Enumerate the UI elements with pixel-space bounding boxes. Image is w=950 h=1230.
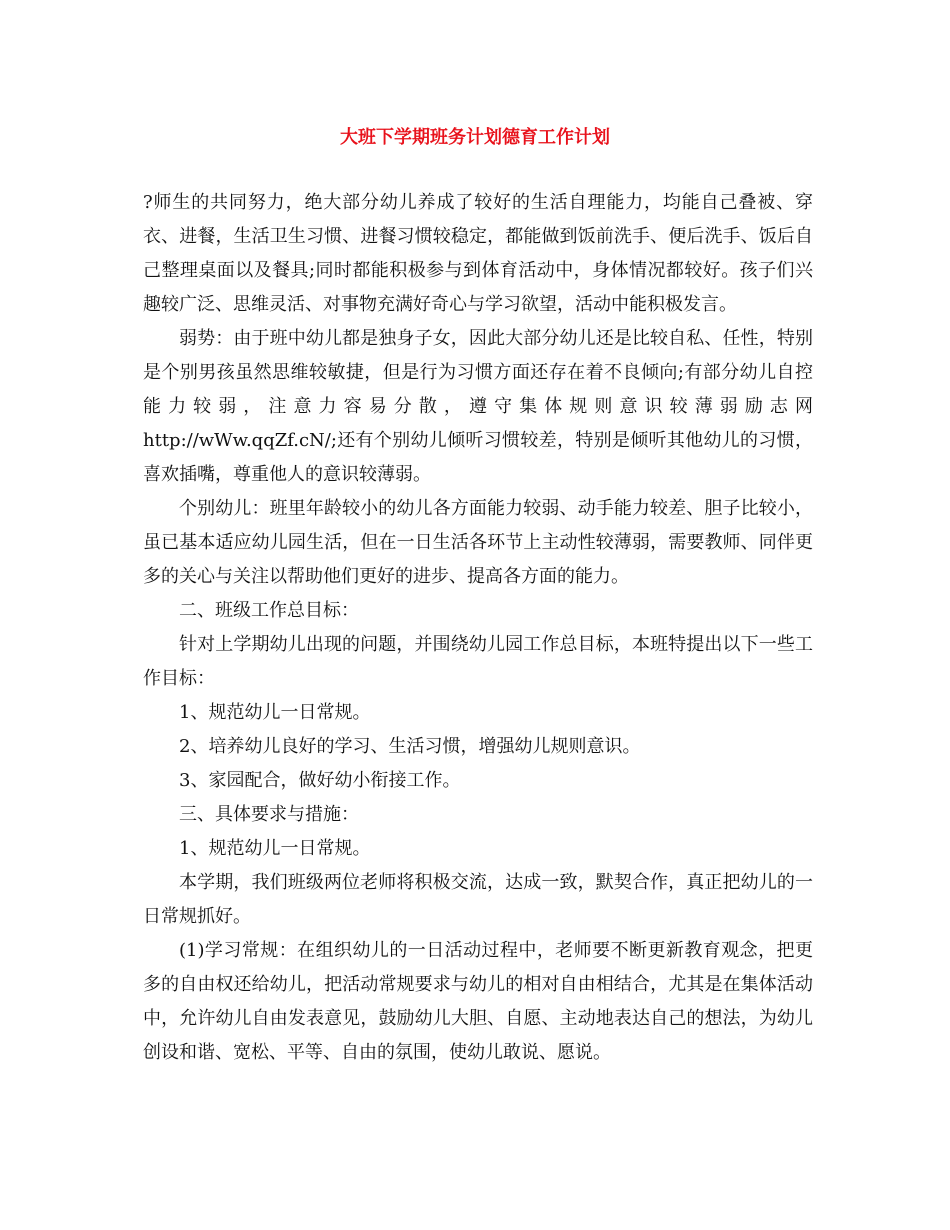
measure-item-1: 1、规范幼儿一日常规。	[179, 838, 371, 859]
paragraph-learning-routine: (1)学习常规：在组织幼儿的一日活动过程中，老师要不断更新教育观念，把更多的自由权还给幼儿，把活动常规要求与幼儿的相对自由相结合，尤其是在集体活动中，允许幼儿自由发表意见，鼓励幼儿大胆、自愿、主动地表达自己的想法，为幼儿创设和谐、宽松、平等、自由的氛围，使幼儿敢说、愿说。	[143, 940, 813, 1063]
goal-item-3: 3、家园配合，做好幼小衔接工作。	[179, 770, 461, 791]
document-body	[143, 186, 813, 1070]
paragraph-goals-intro: 针对上学期幼儿出现的问题，并围绕幼儿园工作总目标，本班特提出以下一些工作目标：	[143, 634, 813, 689]
paragraph-semester-plan: 本学期，我们班级两位老师将积极交流，达成一致，默契合作，真正把幼儿的一日常规抓好。	[143, 872, 813, 927]
paragraph-weaknesses: 弱势：由于班中幼儿都是独身子女，因此大部分幼儿还是比较自私、任性，特别是个别男孩虽然思维较敏捷，但是行为习惯方面还存在着不良倾向;有部分幼儿自控能力较弱，注意力容易分散，遵守集体规则意识较薄弱励志网 http://wWw.qqZf.cN/;还有个别幼儿倾听习惯较差，特别是倾听其他幼儿的习惯，喜欢插嘴，尊重他人的意识较薄弱。	[143, 328, 813, 485]
goal-item-1: 1、规范幼儿一日常规。	[179, 702, 371, 723]
paragraph-strengths: ?师生的共同努力，绝大部分幼儿养成了较好的生活自理能力，均能自己叠被、穿衣、进餐，生活卫生习惯、进餐习惯较稳定，都能做到饭前洗手、便后洗手、饭后自己整理桌面以及餐具;同时都能积极参与到体育活动中，身体情况都较好。孩子们兴趣较广泛、思维灵活、对事物充满好奇心与学习欲望，活动中能积极发言。	[143, 192, 813, 315]
paragraph-individual-children: 个别幼儿：班里年龄较小的幼儿各方面能力较弱、动手能力较差、胆子比较小，虽已基本适应幼儿园生活，但在一日生活各环节上主动性较薄弱，需要教师、同伴更多的关心与关注以帮助他们更好的进步、提高各方面的能力。	[143, 498, 813, 587]
document-title: 大班下学期班务计划德育工作计划	[340, 127, 610, 148]
goal-item-2: 2、培养幼儿良好的学习、生活习惯，增强幼儿规则意识。	[179, 736, 641, 757]
section-heading-measures: 三、具体要求与措施：	[179, 804, 359, 825]
section-heading-goals: 二、班级工作总目标：	[179, 600, 359, 621]
